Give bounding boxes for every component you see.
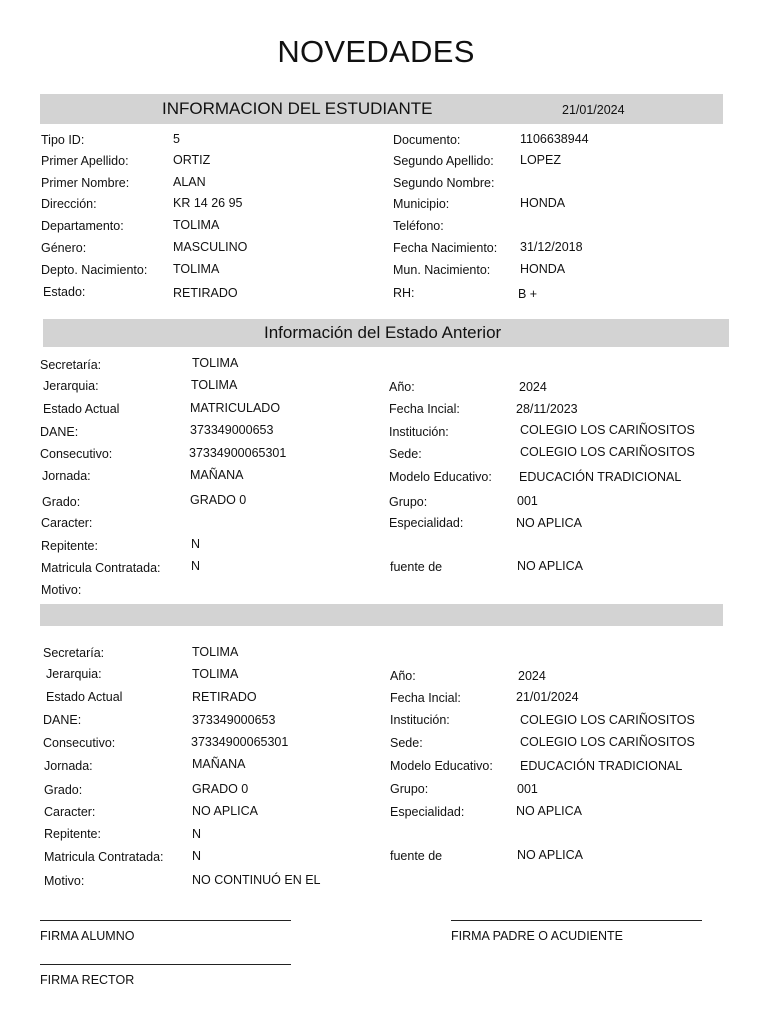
field-value-genero: MASCULINO: [173, 240, 248, 254]
field-label-tipo-id: Tipo ID:: [41, 133, 85, 147]
field-value-segundo-apellido: LOPEZ: [520, 153, 561, 167]
prev-value-fecha-incial: 28/11/2023: [516, 402, 578, 416]
curr-label-repitente: Repitente:: [44, 827, 101, 841]
prev-label-fecha-incial: Fecha Incial:: [389, 402, 460, 416]
curr-value-fuente-de: NO APLICA: [517, 848, 583, 862]
field-label-direccion: Dirección:: [41, 197, 97, 211]
curr-value-jornada: MAÑANA: [192, 757, 246, 771]
prev-value-especialidad: NO APLICA: [516, 516, 582, 530]
field-label-genero: Género:: [41, 241, 87, 255]
field-label-telefono: Teléfono:: [393, 219, 444, 233]
prev-value-sede: COLEGIO LOS CARIÑOSITOS: [520, 445, 695, 459]
student-info-header: INFORMACION DEL ESTUDIANTE: [162, 99, 433, 118]
current-state-header-band: [40, 604, 723, 626]
page-title: NOVEDADES: [277, 34, 475, 69]
prev-value-grado: GRADO 0: [190, 493, 247, 507]
curr-label-secretaria: Secretaría:: [43, 646, 105, 660]
curr-value-repitente: N: [192, 827, 202, 841]
prev-label-especialidad: Especialidad:: [389, 516, 464, 530]
curr-label-fuente-de: fuente de: [390, 849, 443, 863]
field-label-segundo-nombre: Segundo Nombre:: [393, 176, 495, 190]
prev-label-grado: Grado:: [42, 495, 81, 509]
signature-line-student: [40, 920, 291, 921]
field-label-primer-apellido: Primer Apellido:: [41, 154, 129, 168]
field-value-municipio: HONDA: [520, 196, 566, 210]
prev-label-consecutivo: Consecutivo:: [40, 447, 113, 461]
field-label-fecha-nacimiento: Fecha Nacimiento:: [393, 241, 498, 255]
signature-line-rector: [40, 964, 291, 965]
field-label-primer-nombre: Primer Nombre:: [41, 176, 130, 190]
prev-label-estado-actual: Estado Actual: [43, 402, 120, 416]
prev-label-sede: Sede:: [389, 447, 422, 461]
prev-value-ano: 2024: [519, 380, 547, 394]
prev-label-ano: Año:: [389, 380, 415, 394]
prev-label-caracter: Caracter:: [41, 516, 93, 530]
curr-value-grado: GRADO 0: [192, 782, 249, 796]
field-label-depto-nacimiento: Depto. Nacimiento:: [41, 263, 148, 277]
prev-label-jerarquia: Jerarquia:: [43, 379, 99, 393]
curr-value-modelo-educativo: EDUCACIÓN TRADICIONAL: [520, 759, 683, 773]
field-value-tipo-id: 5: [173, 132, 180, 146]
prev-label-motivo: Motivo:: [41, 583, 82, 597]
field-value-mun-nacimiento: HONDA: [520, 262, 566, 276]
prev-value-grupo: 001: [517, 494, 538, 508]
previous-state-header: Información del Estado Anterior: [264, 323, 502, 342]
curr-label-estado-actual: Estado Actual: [46, 690, 123, 704]
curr-label-modelo-educativo: Modelo Educativo:: [390, 759, 493, 773]
curr-label-grupo: Grupo:: [390, 782, 429, 796]
curr-label-ano: Año:: [390, 669, 416, 683]
prev-label-repitente: Repitente:: [41, 539, 98, 553]
curr-value-ano: 2024: [518, 669, 546, 683]
field-value-estado: RETIRADO: [173, 286, 238, 300]
prev-value-dane: 373349000653: [190, 423, 274, 437]
prev-value-secretaria: TOLIMA: [192, 356, 239, 370]
prev-label-grupo: Grupo:: [389, 495, 428, 509]
field-label-rh: RH:: [393, 286, 415, 300]
curr-value-consecutivo: 37334900065301: [191, 735, 289, 749]
field-value-primer-apellido: ORTIZ: [173, 153, 211, 167]
curr-value-jerarquia: TOLIMA: [192, 667, 239, 681]
prev-value-repitente: N: [191, 537, 201, 551]
prev-label-institucion: Institución:: [389, 425, 449, 439]
curr-label-sede: Sede:: [390, 736, 423, 750]
prev-label-secretaria: Secretaría:: [40, 358, 102, 372]
curr-label-institucion: Institución:: [390, 713, 450, 727]
field-value-depto-nacimiento: TOLIMA: [173, 262, 220, 276]
prev-value-matricula-contratada: N: [191, 559, 201, 573]
curr-value-sede: COLEGIO LOS CARIÑOSITOS: [520, 735, 695, 749]
prev-value-consecutivo: 37334900065301: [189, 446, 287, 460]
prev-label-matricula-contratada: Matricula Contratada:: [41, 561, 161, 575]
field-value-documento: 1106638944: [520, 132, 589, 146]
field-value-primer-nombre: ALAN: [173, 175, 206, 189]
curr-value-grupo: 001: [517, 782, 538, 796]
prev-label-fuente-de: fuente de: [390, 560, 443, 574]
signature-line-parent: [451, 920, 702, 921]
curr-label-jornada: Jornada:: [44, 759, 93, 773]
curr-label-motivo: Motivo:: [44, 874, 85, 888]
curr-value-secretaria: TOLIMA: [192, 645, 239, 659]
curr-value-dane: 373349000653: [192, 713, 276, 727]
curr-label-grado: Grado:: [44, 783, 83, 797]
curr-label-jerarquia: Jerarquia:: [46, 667, 102, 681]
curr-label-matricula-contratada: Matricula Contratada:: [44, 850, 164, 864]
field-label-municipio: Municipio:: [393, 197, 450, 211]
curr-value-fecha-incial: 21/01/2024: [516, 690, 579, 704]
field-value-departamento: TOLIMA: [173, 218, 220, 232]
prev-value-jerarquia: TOLIMA: [191, 378, 238, 392]
prev-value-modelo-educativo: EDUCACIÓN TRADICIONAL: [519, 470, 682, 484]
field-value-fecha-nacimiento: 31/12/2018: [520, 240, 583, 254]
curr-label-fecha-incial: Fecha Incial:: [390, 691, 461, 705]
prev-value-estado-actual: MATRICULADO: [190, 401, 281, 415]
curr-label-consecutivo: Consecutivo:: [43, 736, 116, 750]
prev-label-modelo-educativo: Modelo Educativo:: [389, 470, 492, 484]
report-date: 21/01/2024: [562, 103, 625, 117]
prev-label-dane: DANE:: [40, 425, 79, 439]
curr-value-institucion: COLEGIO LOS CARIÑOSITOS: [520, 713, 695, 727]
signature-label-parent: FIRMA PADRE O ACUDIENTE: [451, 929, 624, 943]
curr-value-motivo: NO CONTINUÓ EN EL: [192, 873, 321, 887]
field-value-rh: B +: [518, 287, 538, 301]
field-label-mun-nacimiento: Mun. Nacimiento:: [393, 263, 491, 277]
curr-value-especialidad: NO APLICA: [516, 804, 582, 818]
field-label-segundo-apellido: Segundo Apellido:: [393, 154, 494, 168]
curr-label-dane: DANE:: [43, 713, 82, 727]
curr-value-caracter: NO APLICA: [192, 804, 258, 818]
field-value-direccion: KR 14 26 95: [173, 196, 243, 210]
field-label-estado: Estado:: [43, 285, 86, 299]
curr-value-matricula-contratada: N: [192, 849, 202, 863]
signature-label-rector: FIRMA RECTOR: [40, 973, 135, 987]
prev-value-fuente-de: NO APLICA: [517, 559, 583, 573]
field-label-departamento: Departamento:: [41, 219, 124, 233]
prev-label-jornada: Jornada:: [42, 469, 91, 483]
curr-label-caracter: Caracter:: [44, 805, 96, 819]
curr-value-estado-actual: RETIRADO: [192, 690, 257, 704]
curr-label-especialidad: Especialidad:: [390, 805, 465, 819]
prev-value-institucion: COLEGIO LOS CARIÑOSITOS: [520, 423, 695, 437]
signature-label-student: FIRMA ALUMNO: [40, 929, 135, 943]
prev-value-jornada: MAÑANA: [190, 468, 244, 482]
field-label-documento: Documento:: [393, 133, 461, 147]
